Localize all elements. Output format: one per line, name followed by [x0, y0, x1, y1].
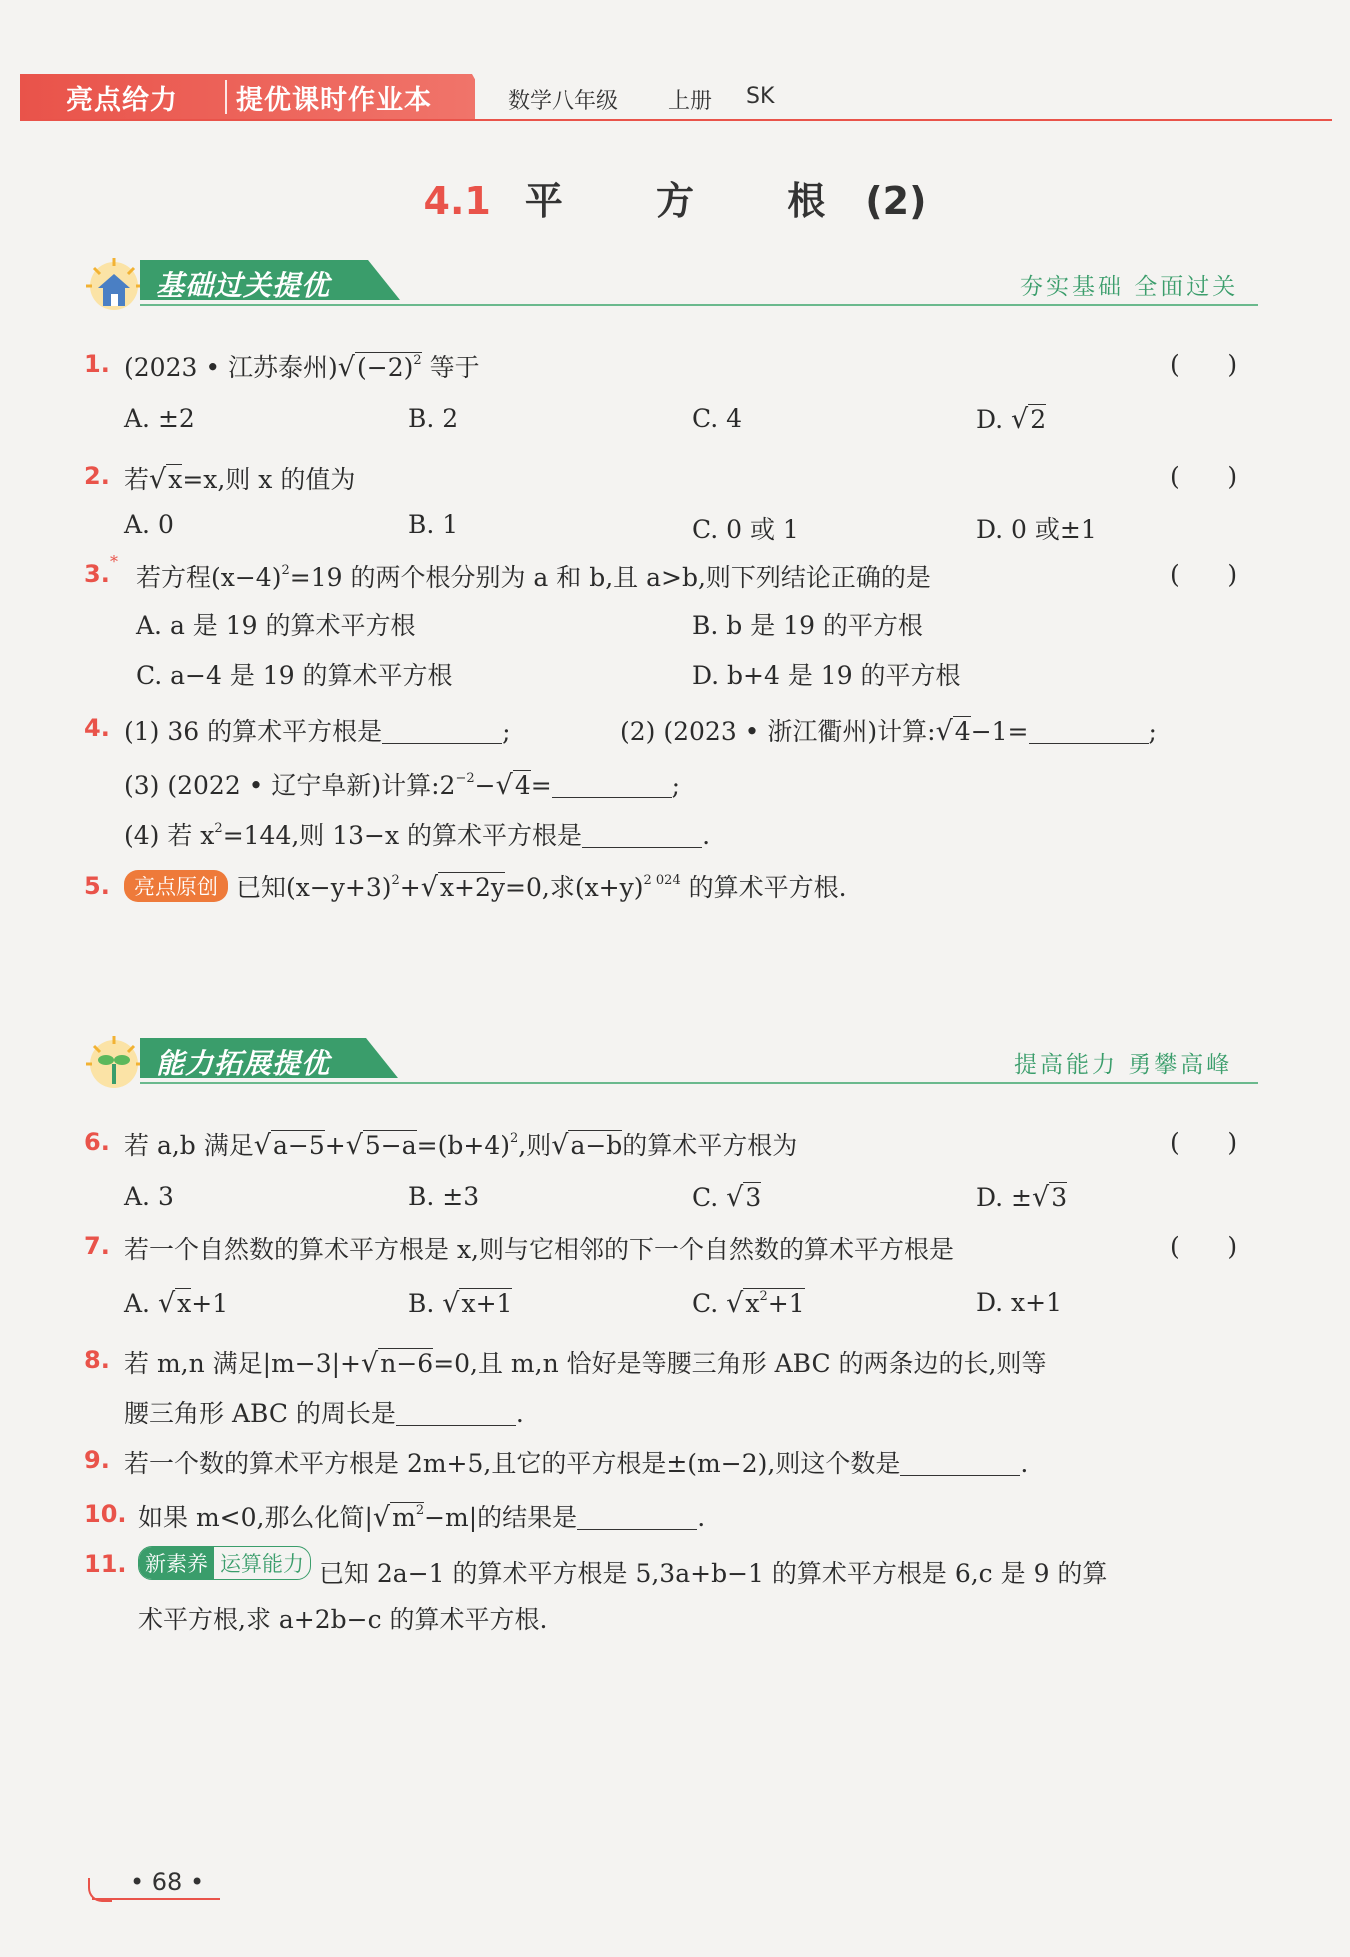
q10-number: 10. [84, 1500, 127, 1528]
q6-option-c-label: C. [692, 1183, 727, 1212]
q10-post: −m|的结果是 [424, 1503, 578, 1532]
page-title [0, 170, 1350, 225]
q6-mid2: ,则 [518, 1131, 552, 1160]
q4-part3-blank[interactable] [552, 773, 672, 798]
radical-sign: √ [551, 1130, 569, 1161]
q9-text: 若一个数的算术平方根是 2m+5,且它的平方根是±(m−2),则这个数是 [124, 1449, 901, 1478]
q4-part2 [620, 712, 1157, 748]
q5-radicand: x+2y [439, 873, 506, 902]
q10-exponent: 2 [415, 1503, 425, 1518]
q2-pre: 若 [124, 465, 150, 494]
q4-part4-text: (4) 若 x [124, 821, 215, 850]
badge-part-b: 运算能力 [220, 1552, 304, 1576]
q7-option-a-post: +1 [191, 1289, 229, 1318]
plant-lightbulb-icon [86, 1036, 142, 1092]
q8-radicand: n−6 [380, 1349, 434, 1378]
q3-stem [136, 558, 931, 594]
q9-blank[interactable] [900, 1451, 1020, 1476]
q4-part3 [124, 766, 680, 802]
q4-part2-post: −1= [970, 717, 1029, 746]
q7-option-d[interactable]: D. x+1 [976, 1288, 1062, 1317]
q5-pre: 已知(x−y+3) [235, 873, 392, 902]
radical-sign: √ [345, 1130, 363, 1161]
q2-option-b[interactable]: B. 1 [408, 510, 459, 539]
q7-number: 7. [84, 1232, 110, 1260]
q6-option-d[interactable] [976, 1182, 1067, 1213]
section1-rule [140, 304, 1258, 306]
q1-source: (2023 • 江苏泰州) [124, 353, 338, 382]
q7-option-b-label: B. [408, 1289, 443, 1318]
q2-radicand: x [168, 465, 183, 494]
semicolon: ; [502, 717, 511, 746]
q2-stem [124, 460, 355, 496]
q8-number: 8. [84, 1346, 110, 1374]
q6-answer-bracket[interactable]: ( ) [1170, 1128, 1238, 1157]
q1-exponent: 2 [413, 353, 422, 368]
q7-option-a[interactable] [124, 1288, 228, 1319]
q1-option-d[interactable] [976, 404, 1046, 435]
q7-option-c-label: C. [692, 1289, 727, 1318]
q9-number: 9. [84, 1446, 110, 1474]
q4-number: 4. [84, 714, 110, 742]
q6-plus: + [324, 1131, 346, 1160]
q6-option-d-radicand: 3 [1051, 1183, 1068, 1212]
q7-option-c-radicand [743, 1288, 804, 1318]
series-name: 提优课时作业本 [236, 85, 432, 116]
radical-sign: √ [1032, 1182, 1050, 1213]
q7-option-a-label: A. [124, 1289, 158, 1318]
q4-part3-post: = [530, 771, 552, 800]
q2-option-c[interactable]: C. 0 或 1 [692, 515, 799, 544]
q4-part3-text: (3) (2022 • 辽宁阜新)计算:2 [124, 771, 456, 800]
q1-number: 1. [84, 350, 110, 378]
q4-part4-post: =144,则 13−x 的算术平方根是 [222, 821, 583, 850]
q3-answer-bracket[interactable]: ( ) [1170, 560, 1238, 589]
section1-title: 基础过关提优 [156, 269, 331, 302]
radical-sign: √ [935, 716, 953, 747]
radical-sign: √ [1011, 404, 1029, 435]
q1-suffix: 等于 [429, 353, 480, 382]
footer-rule [92, 1898, 220, 1900]
q5-number: 5. [84, 872, 110, 900]
q1-option-c[interactable]: C. 4 [692, 404, 743, 433]
radical-sign: √ [337, 352, 355, 383]
section2-title: 能力拓展提优 [156, 1047, 331, 1080]
q5-mid: =0,求(x+y) [505, 873, 644, 902]
q3-text-b: =19 的两个根分别为 a 和 b,且 a>b,则下列结论正确的是 [289, 563, 931, 592]
page-number: • 68 • [130, 1868, 205, 1896]
q4-part1 [124, 712, 511, 748]
semicolon: ; [1148, 717, 1157, 746]
q5-post: 的算术平方根. [688, 873, 847, 902]
q5-exponent-2024: 2 024 [643, 873, 681, 888]
section2-slogan: 提高能力 勇攀高峰 [1014, 1052, 1233, 1078]
new-literacy-badge [138, 1546, 311, 1580]
radical-sign: √ [442, 1288, 460, 1319]
q6-option-c[interactable] [692, 1182, 761, 1213]
q4-part4 [124, 816, 710, 852]
q5-exponent: 2 [391, 873, 400, 888]
q4-part2-blank[interactable] [1029, 719, 1149, 744]
q1-option-b[interactable]: B. 2 [408, 404, 459, 433]
section2-rule [140, 1082, 1258, 1084]
q4-part4-exponent: 2 [214, 821, 223, 836]
q11-line2: 术平方根,求 a+2b−c 的算术平方根. [138, 1605, 548, 1634]
q3-option-d[interactable]: D. b+4 是 19 的平方根 [692, 661, 961, 690]
q7-option-b[interactable] [408, 1288, 512, 1319]
q7-answer-bracket[interactable]: ( ) [1170, 1232, 1238, 1261]
q8-blank[interactable] [396, 1401, 516, 1426]
radical-sign: √ [149, 464, 167, 495]
q4-part1-blank[interactable] [382, 719, 502, 744]
q3-option-b[interactable]: B. b 是 19 的平方根 [692, 611, 923, 640]
house-lightbulb-icon [86, 258, 142, 314]
q3-exponent: 2 [281, 563, 290, 578]
q1-radicand-base: (−2) [357, 353, 414, 382]
radical-sign: √ [361, 1348, 379, 1379]
q10-stem [138, 1498, 705, 1534]
q7-option-c[interactable] [692, 1288, 805, 1319]
q7-option-c-base: x [745, 1289, 760, 1318]
q4-part3-exponent: −2 [455, 771, 475, 786]
brand-name: 亮点给力 [66, 85, 178, 116]
q3-star-mark: * [110, 552, 118, 571]
q8-pre: 若 m,n 满足|m−3|+ [124, 1349, 361, 1378]
q1-stem [124, 348, 480, 384]
semicolon: ; [671, 771, 681, 800]
q3-option-c[interactable]: C. a−4 是 19 的算术平方根 [136, 661, 453, 690]
q11-number: 11. [84, 1550, 127, 1578]
q4-part3-radicand: 4 [514, 771, 531, 800]
q6-mid: =(b+4) [416, 1131, 510, 1160]
radical-sign: √ [726, 1182, 744, 1213]
q7-option-a-radicand: x [177, 1289, 192, 1318]
q2-number: 2. [84, 462, 110, 490]
q3-text-a: 若方程(x−4) [136, 563, 282, 592]
q6-radicand-1: a−5 [272, 1131, 325, 1160]
q7-option-b-radicand: x+1 [461, 1289, 513, 1318]
q2-post: =x,则 x 的值为 [182, 465, 356, 494]
q6-exponent: 2 [509, 1131, 519, 1146]
period: . [697, 1503, 706, 1532]
period: . [515, 1399, 524, 1428]
q1-option-d-label: D. [976, 405, 1012, 434]
original-badge: 亮点原创 [124, 870, 228, 902]
q6-stem [124, 1126, 797, 1162]
section1-slogan: 夯实基础 全面过关 [1020, 274, 1239, 300]
q2-option-d[interactable]: D. 0 或±1 [976, 515, 1097, 544]
q1-answer-bracket[interactable]: ( ) [1170, 350, 1238, 379]
q6-number: 6. [84, 1128, 110, 1156]
q8-line2 [124, 1394, 524, 1430]
q11-stem [138, 1546, 1107, 1590]
banner-separator [225, 80, 227, 114]
q4-part2-text: (2) (2023 • 浙江衢州)计算: [620, 717, 936, 746]
radical-sign: √ [420, 872, 438, 903]
radical-sign: √ [726, 1288, 744, 1319]
radical-sign: √ [495, 770, 513, 801]
q5-stem [124, 868, 847, 904]
radical-sign: √ [157, 1288, 176, 1319]
q7-option-c-post: +1 [767, 1289, 805, 1318]
q3-number: 3. [84, 560, 110, 588]
period: . [1020, 1449, 1029, 1478]
q6-option-a[interactable]: A. 3 [124, 1182, 174, 1211]
header-rule [20, 119, 1332, 121]
q7-option-c-exponent: 2 [759, 1289, 768, 1304]
q6-option-d-label: D. ± [976, 1183, 1032, 1212]
badge-part-a: 新素养 [139, 1547, 214, 1579]
q1-radicand [355, 352, 422, 382]
subject-grade: 数学八年级 [508, 89, 619, 114]
q3-option-a[interactable]: A. a 是 19 的算术平方根 [136, 611, 416, 640]
volume: 上册 [668, 89, 713, 114]
q11-text: 已知 2a−1 的算术平方根是 5,3a+b−1 的算术平方根是 6,c 是 9 的算 [318, 1559, 1108, 1588]
q1-option-d-radicand: 2 [1030, 405, 1047, 434]
period: . [702, 821, 711, 850]
q2-answer-bracket[interactable]: ( ) [1170, 462, 1238, 491]
q10-radicand [390, 1502, 424, 1532]
q5-plus: + [399, 873, 421, 902]
q6-radicand-3: a−b [570, 1131, 623, 1160]
q6-pre: 若 a,b 满足 [124, 1131, 254, 1160]
q2-option-a[interactable]: A. 0 [124, 510, 174, 539]
lesson-number: 4.1 [423, 179, 491, 223]
lesson-part: (2) [865, 179, 927, 223]
q6-option-c-radicand: 3 [745, 1183, 762, 1212]
q4-part2-radicand: 4 [954, 717, 971, 746]
radical-sign: √ [253, 1130, 271, 1161]
radical-sign: √ [372, 1502, 391, 1533]
q4-part1-text: (1) 36 的算术平方根是 [124, 717, 383, 746]
q4-part3-minus: − [474, 771, 496, 800]
edition: SK [746, 84, 775, 109]
q1-option-a[interactable]: A. ±2 [124, 404, 195, 433]
q8-line2-text: 腰三角形 ABC 的周长是 [124, 1399, 396, 1428]
q8-post: =0,且 m,n 恰好是等腰三角形 ABC 的两条边的长,则等 [433, 1349, 1047, 1378]
q8-stem [124, 1344, 1047, 1380]
q10-pre: 如果 m<0,那么化简| [138, 1503, 373, 1532]
q7-stem: 若一个自然数的算术平方根是 x,则与它相邻的下一个自然数的算术平方根是 [124, 1235, 954, 1264]
q4-part4-blank[interactable] [582, 823, 702, 848]
q10-base: m [392, 1503, 416, 1532]
q9-stem [124, 1444, 1028, 1480]
q10-blank[interactable] [577, 1505, 697, 1530]
q6-radicand-2: 5−a [364, 1131, 417, 1160]
q6-option-b[interactable]: B. ±3 [408, 1182, 480, 1211]
q6-post: 的算术平方根为 [622, 1131, 798, 1160]
lesson-name: 平 方 根 [524, 179, 866, 223]
